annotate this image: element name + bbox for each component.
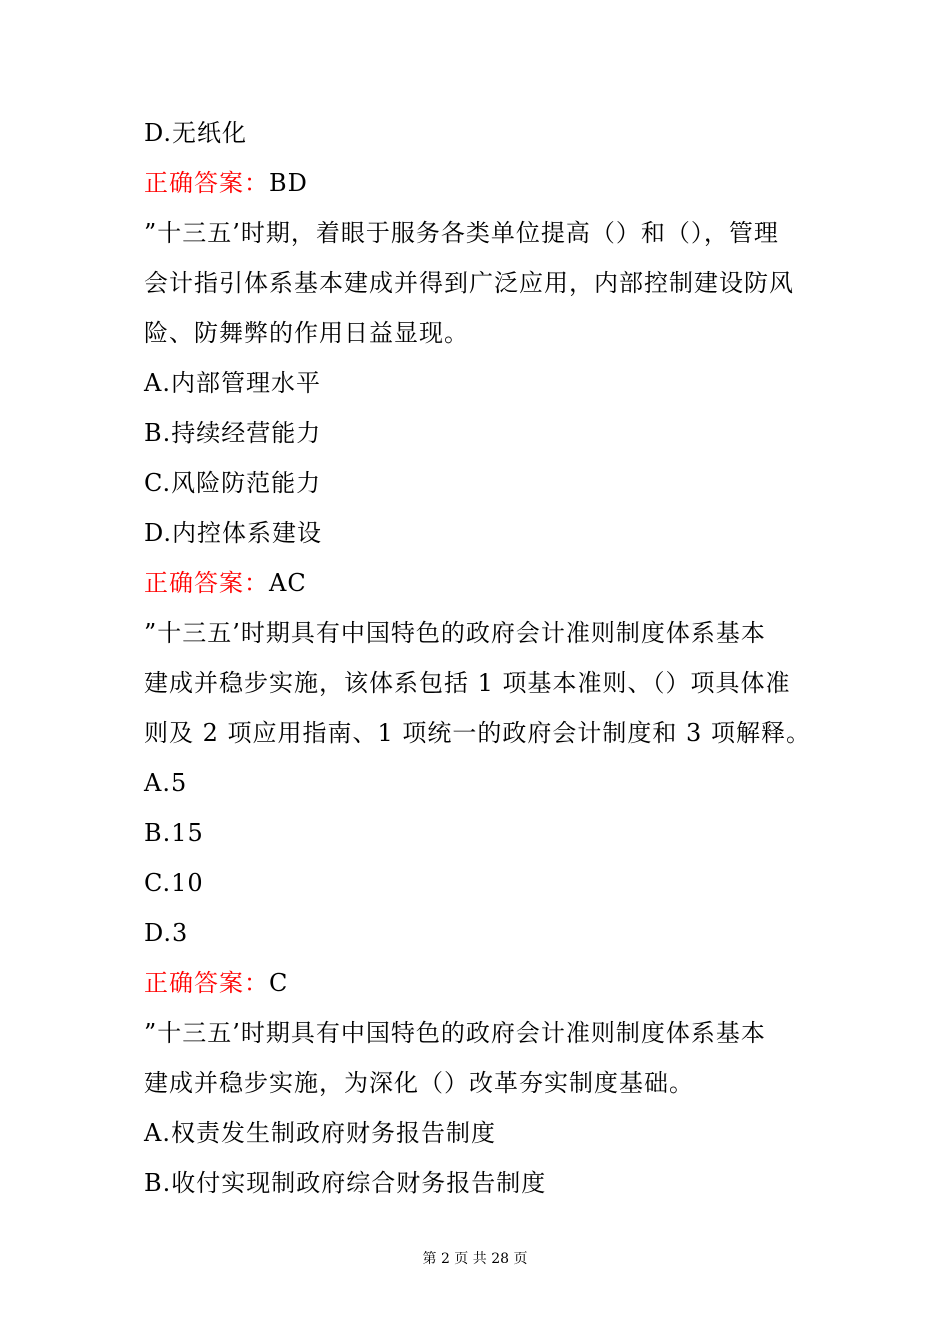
page-footer: 第 2 页 共 28 页 <box>422 1251 528 1267</box>
answer-label: 正确答案： <box>144 169 269 197</box>
question-line: ”十三五’时期，着眼于服务各类单位提高（）和（），管理 <box>144 219 779 247</box>
document-body <box>144 108 809 1208</box>
question-line: 险、防舞弊的作用日益显现。 <box>144 319 469 347</box>
question-line: 建成并稳步实施，该体系包括 1 项基本准则、（）项具体准 <box>144 669 791 697</box>
question-line: ”十三五’时期具有中国特色的政府会计准则制度体系基本 <box>144 1019 766 1047</box>
option-a-line: A.权责发生制政府财务报告制度 <box>144 1119 496 1147</box>
question-line: 会计指引体系基本建成并得到广泛应用，内部控制建设防风 <box>144 269 794 297</box>
option-c-line: C.10 <box>144 869 204 897</box>
option-a-line: A.内部管理水平 <box>144 369 321 397</box>
answer-line <box>144 558 809 608</box>
answer-value: AC <box>269 569 307 597</box>
option-b-line: B.收付实现制政府综合财务报告制度 <box>144 1169 547 1197</box>
answer-value: C <box>269 969 289 997</box>
answer-label: 正确答案： <box>144 969 269 997</box>
option-d-line: D.无纸化 <box>144 119 248 147</box>
option-d-line: D.3 <box>144 919 189 947</box>
option-d-line: D.内控体系建设 <box>144 519 323 547</box>
answer-label: 正确答案： <box>144 569 269 597</box>
question-line: 建成并稳步实施，为深化（）改革夯实制度基础。 <box>144 1069 694 1097</box>
option-b-line: B.持续经营能力 <box>144 419 322 447</box>
option-a-line: A.5 <box>144 769 188 797</box>
option-b-line: B.15 <box>144 819 204 847</box>
option-c-line: C.风险防范能力 <box>144 469 322 497</box>
answer-line <box>144 958 809 1008</box>
answer-value: BD <box>269 169 308 197</box>
question-line: 则及 2 项应用指南、1 项统一的政府会计制度和 3 项解释。 <box>144 719 811 747</box>
question-line: ”十三五’时期具有中国特色的政府会计准则制度体系基本 <box>144 619 766 647</box>
answer-line <box>144 158 809 208</box>
